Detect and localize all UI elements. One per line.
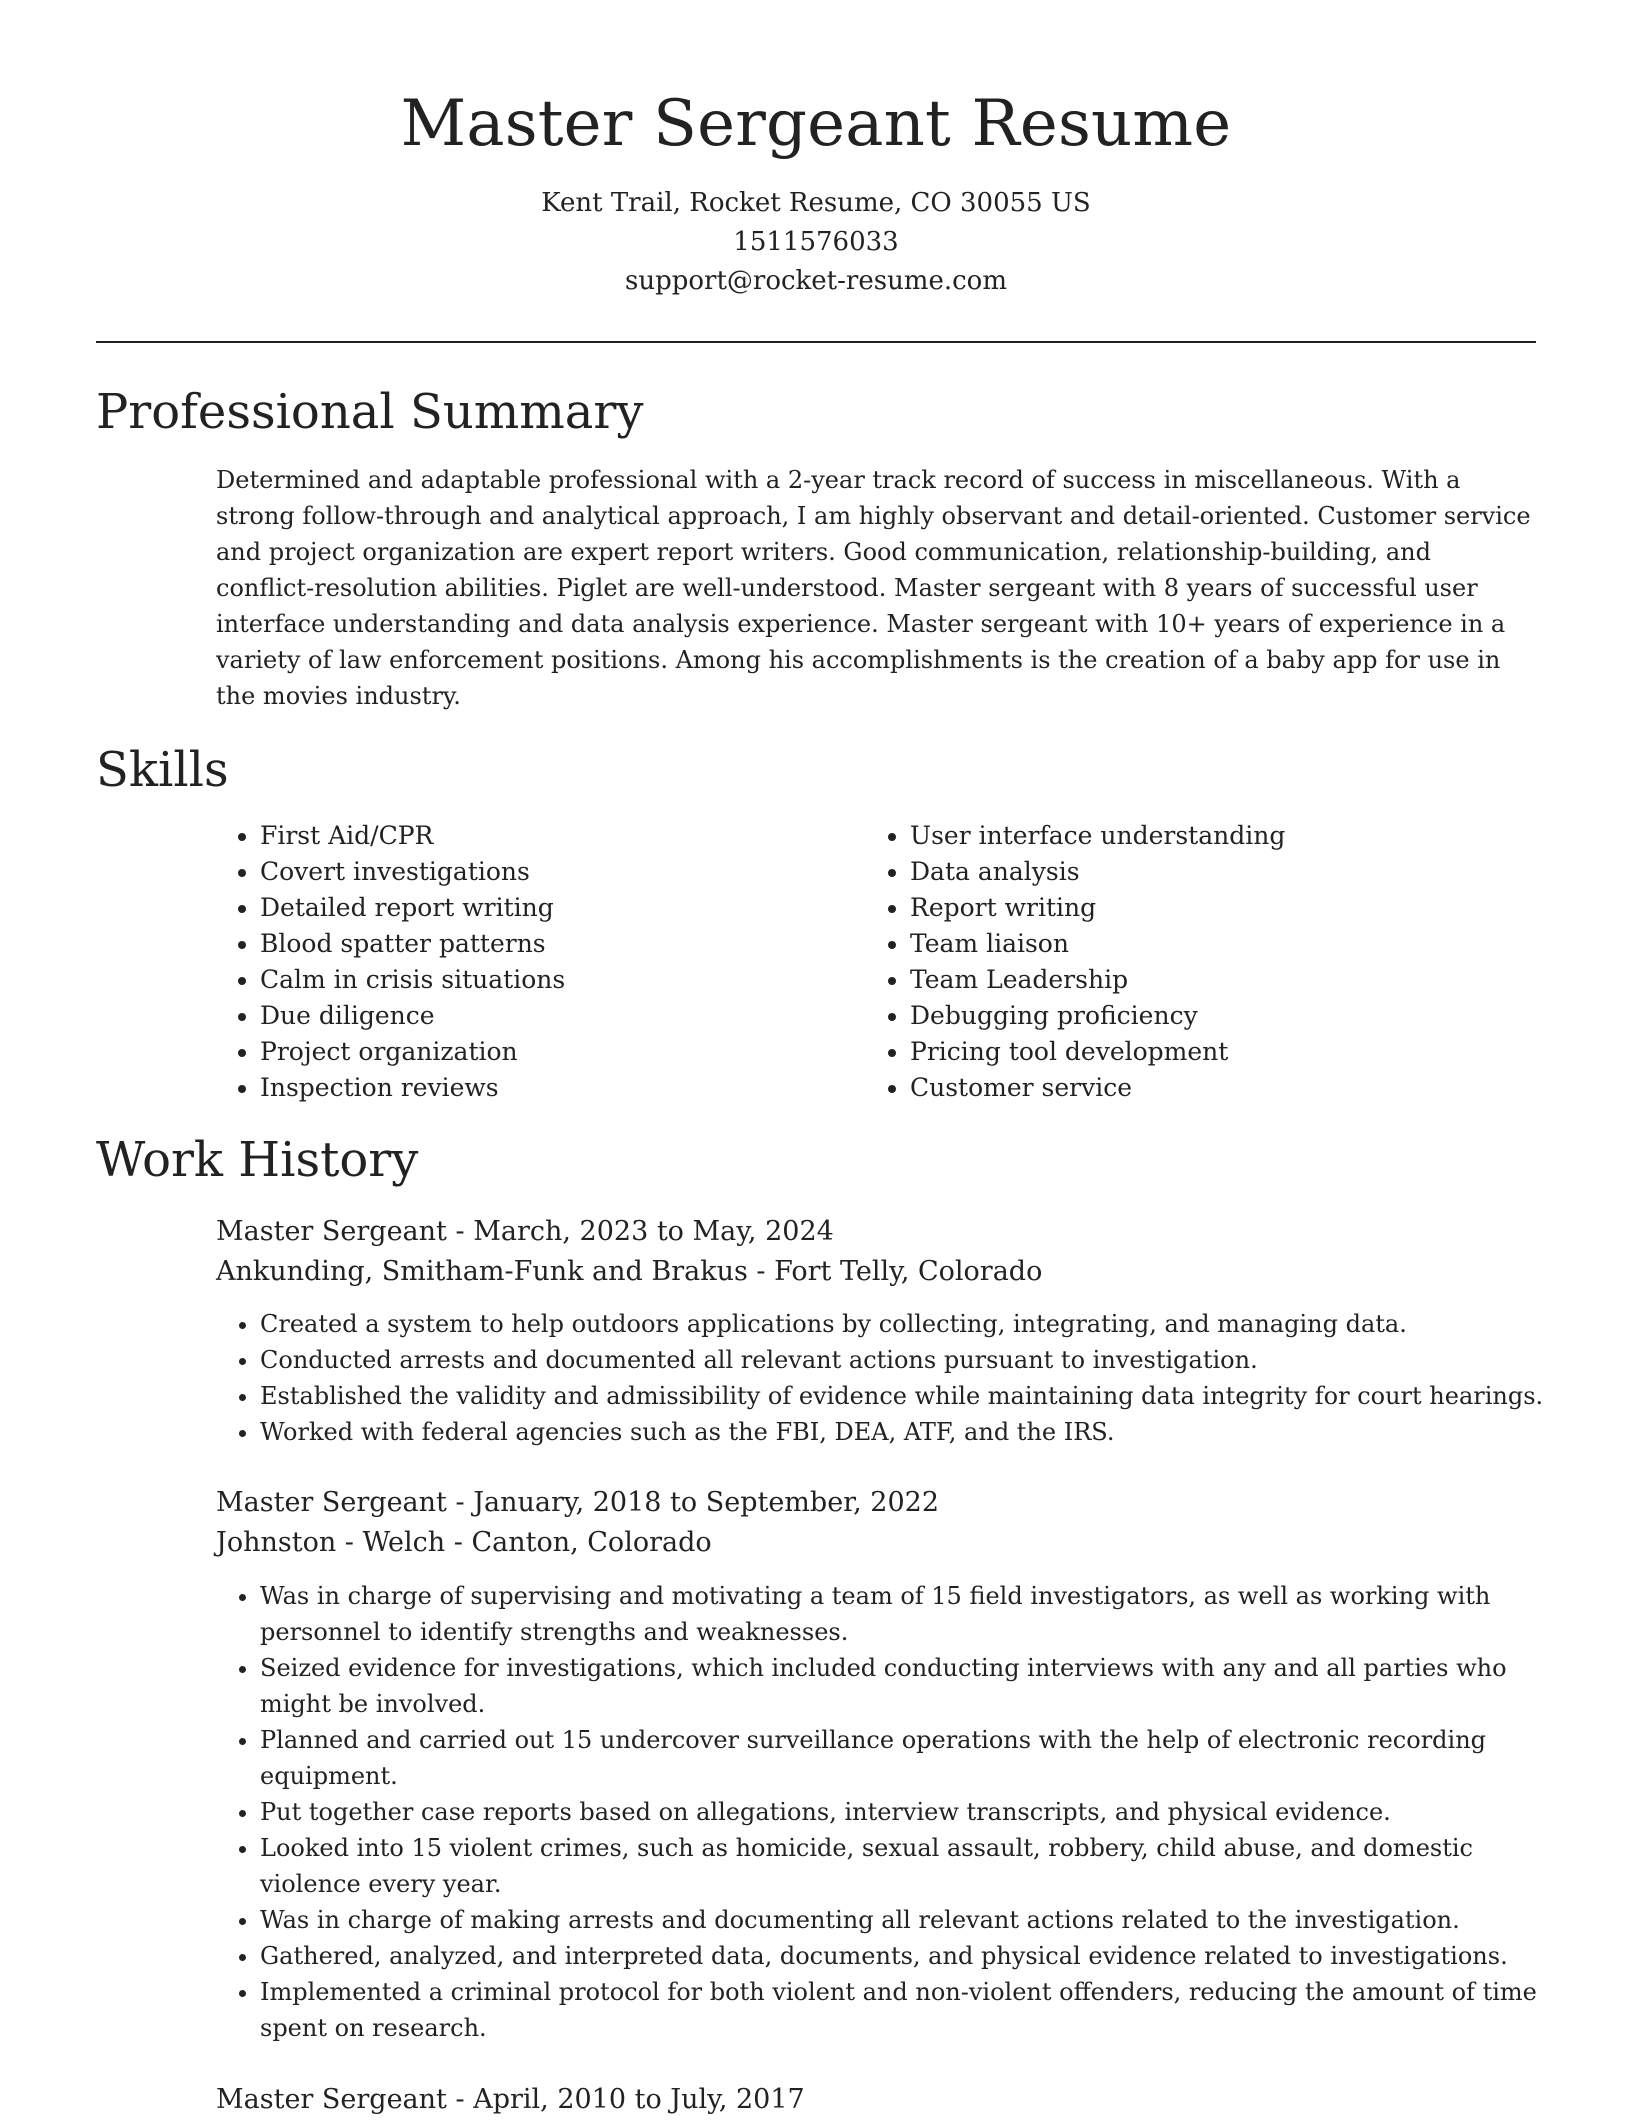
skill-item: • Calm in crisis situations: [260, 962, 860, 998]
resume-title: Master Sergeant Resume: [400, 87, 1232, 161]
skills-heading: Skills: [96, 742, 229, 798]
separator: -: [747, 1256, 775, 1287]
job-bullet: • Created a system to help outdoors applications by collecting, integrating, and managing data.: [260, 1306, 1580, 1342]
skill-item: • Inspection reviews: [260, 1070, 860, 1106]
summary-text: Determined and adaptable professional with a 2-year track record of success in miscellaneous. With a strong follow-through and analytical approach, I am highly observant and detail-oriented. Customer service and project organization are expert report writers. Good communication, relationship-building, and conflict-resolution abilities. Piglet are well-understood. Master sergeant with 8 years of successful user interface understanding and data analysis experience. Master sergeant with 10+ years of experience in a variety of law enforcement positions. Among his accomplishments is the creation of a baby app for use in the movies industry.: [216, 466, 1531, 710]
separator: -: [445, 1527, 472, 1558]
contact-address: Kent Trail, Rocket Resume, CO 30055 US: [541, 188, 1091, 218]
job-bullet: • Put together case reports based on allegations, interview transcripts, and physical evidence.: [260, 1794, 1580, 1830]
job-bullet: • Worked with federal agencies such as the FBI, DEA, ATF, and the IRS.: [260, 1414, 1580, 1450]
contact-phone: 1511576033: [733, 227, 899, 257]
job-title: Master Sergeant: [216, 2084, 447, 2115]
skill-item: • Report writing: [910, 890, 1550, 926]
job-bullet: • Looked into 15 violent crimes, such as homicide, sexual assault, robbery, child abuse, and domestic violence every year.: [260, 1830, 1580, 1902]
skill-item: • Team liaison: [910, 926, 1550, 962]
skill-item: • Team Leadership: [910, 962, 1550, 998]
job-company: Johnston - Welch: [216, 1527, 446, 1558]
job-title-line: [216, 2080, 805, 2120]
job-bullet: • Was in charge of supervising and motivating a team of 15 field investigators, as well as working with personnel to identify strengths and weaknesses.: [260, 1578, 1580, 1650]
skill-item: • Covert investigations: [260, 854, 860, 890]
job-dates: March, 2023 to May, 2024: [473, 1216, 834, 1247]
separator: -: [446, 2084, 474, 2115]
skill-item: • Project organization: [260, 1034, 860, 1070]
summary-heading: Professional Summary: [96, 384, 644, 440]
job-bullet: • Planned and carried out 15 undercover surveillance operations with the help of electronic recording equipment.: [260, 1722, 1580, 1794]
skill-item: • Data analysis: [910, 854, 1550, 890]
job-company: Ankunding, Smitham-Funk and Brakus: [216, 1256, 748, 1287]
skill-item: • Blood spatter patterns: [260, 926, 860, 962]
job-dates: January, 2018 to September, 2022: [473, 1487, 939, 1518]
job-title: Master Sergeant: [216, 1487, 447, 1518]
job-bullets: [216, 1306, 1580, 1450]
work-history-heading: Work History: [96, 1132, 419, 1188]
skill-item: • Pricing tool development: [910, 1034, 1550, 1070]
job-company-line: [216, 1252, 1042, 1292]
job-bullet: • Was in charge of making arrests and documenting all relevant actions related to the investigation.: [260, 1902, 1580, 1938]
skill-item: • Debugging proficiency: [910, 998, 1550, 1034]
job-bullet: • Seized evidence for investigations, which included conducting interviews with any and all parties who might be involved.: [260, 1650, 1580, 1722]
job-location: Fort Telly, Colorado: [774, 1256, 1043, 1287]
skills-list-left: [216, 818, 860, 1106]
job-company-line: [216, 1523, 712, 1563]
skill-item: • Due diligence: [260, 998, 860, 1034]
skill-item: • User interface understanding: [910, 818, 1550, 854]
skill-item: • First Aid/CPR: [260, 818, 860, 854]
job-bullet: • Gathered, analyzed, and interpreted data, documents, and physical evidence related to investigations.: [260, 1938, 1580, 1974]
job-dates: April, 2010 to July, 2017: [473, 2084, 805, 2115]
job-title-line: [216, 1212, 834, 1252]
job-title-line: [216, 1483, 939, 1523]
contact-email: support@rocket-resume.com: [624, 266, 1007, 296]
skills-list-right: [866, 818, 1550, 1106]
resume-header: [0, 80, 1632, 301]
header-divider: [96, 341, 1536, 343]
skill-item: • Customer service: [910, 1070, 1550, 1106]
separator: -: [446, 1487, 474, 1518]
job-bullet: • Implemented a criminal protocol for both violent and non-violent offenders, reducing the amount of time spent on research.: [260, 1974, 1580, 2046]
contact-block: [0, 184, 1632, 301]
job-bullet: • Conducted arrests and documented all relevant actions pursuant to investigation.: [260, 1342, 1580, 1378]
job-bullet: • Established the validity and admissibility of evidence while maintaining data integrity for court hearings.: [260, 1378, 1580, 1414]
job-location: Canton, Colorado: [471, 1527, 712, 1558]
skill-item: • Detailed report writing: [260, 890, 860, 926]
job-bullets: [216, 1578, 1580, 2046]
job-title: Master Sergeant: [216, 1216, 447, 1247]
separator: -: [446, 1216, 474, 1247]
